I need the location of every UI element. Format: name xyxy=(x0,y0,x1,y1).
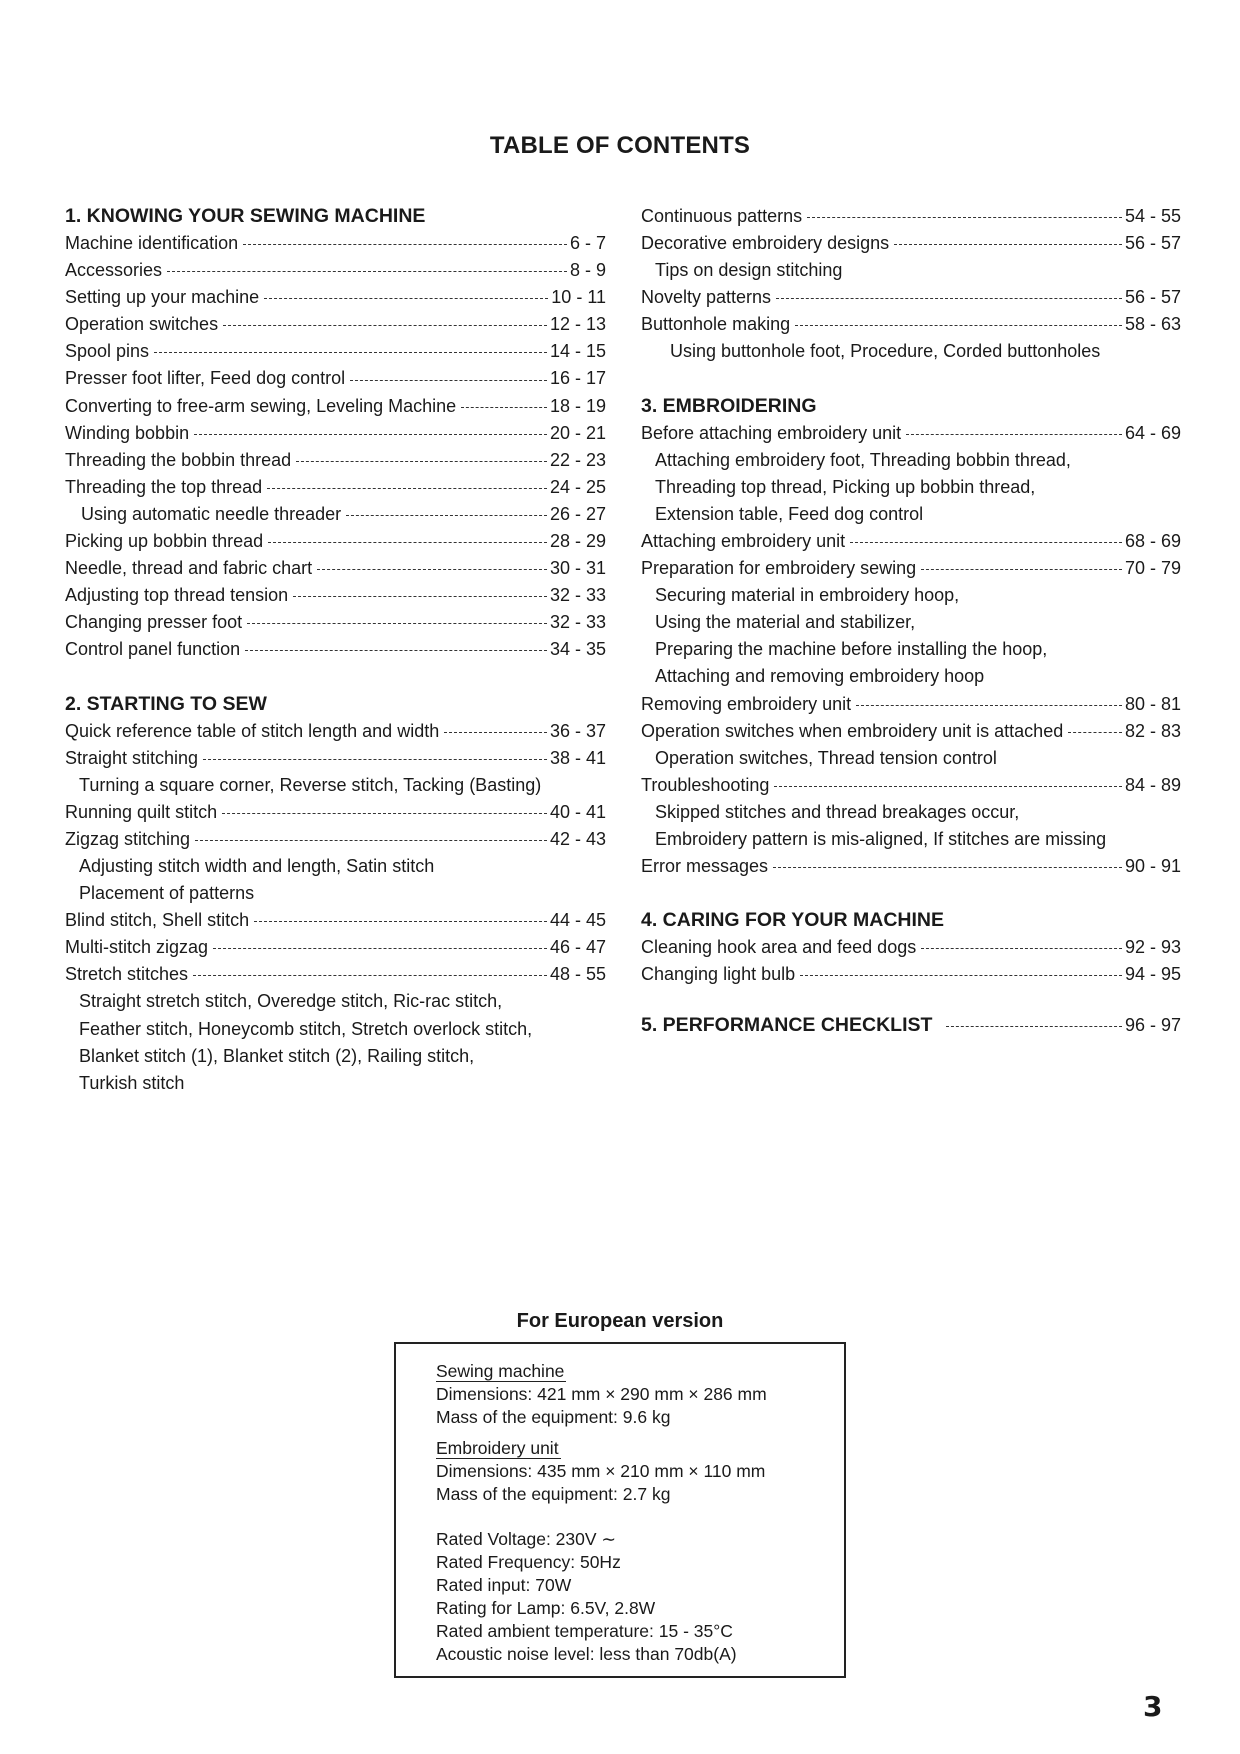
toc-subentry: Turkish stitch xyxy=(79,1072,185,1093)
toc-section-1 xyxy=(65,203,606,664)
toc-entry[interactable]: Converting to free-arm sewing, Leveling Machine 18 - 19 xyxy=(65,395,606,416)
embroidery-unit-dimensions: Dimensions: 435 mm × 210 mm × 110 mm xyxy=(436,1461,766,1481)
toc-subentry: Turning a square corner, Reverse stitch, Tacking (Basting) xyxy=(79,774,542,795)
toc-section-2 xyxy=(65,691,606,1097)
rated-input: Rated input: 70W xyxy=(436,1575,572,1595)
toc-entry[interactable]: Removing embroidery unit 80 - 81 xyxy=(641,693,1181,714)
toc-entry[interactable]: Quick reference table of stitch length and width 36 - 37 xyxy=(65,720,606,741)
toc-left-column xyxy=(65,203,606,1097)
toc-subentry: Operation switches, Thread tension control xyxy=(655,747,997,768)
european-spec-box xyxy=(394,1342,846,1678)
toc-subentry: Using buttonhole foot, Procedure, Corded buttonholes xyxy=(670,341,1101,362)
sewing-machine-label: Sewing machine xyxy=(436,1361,565,1381)
toc-subentry: Placement of patterns xyxy=(79,883,255,904)
sewing-machine-mass: Mass of the equipment: 9.6 kg xyxy=(436,1407,671,1427)
toc-entry[interactable]: Novelty patterns 56 - 57 xyxy=(641,287,1181,308)
toc-entry[interactable]: Straight stitching 38 - 41 xyxy=(65,747,606,768)
toc-entry[interactable]: Blind stitch, Shell stitch 44 - 45 xyxy=(65,910,606,931)
toc-entry[interactable]: Running quilt stitch 40 - 41 xyxy=(65,801,606,822)
toc-entry[interactable]: Operation switches 12 - 13 xyxy=(65,314,606,335)
toc-entry[interactable]: Multi-stitch zigzag 46 - 47 xyxy=(65,937,606,958)
ambient-temperature: Rated ambient temperature: 15 - 35°C xyxy=(436,1621,733,1641)
toc-subentry: Embroidery pattern is mis-aligned, If stitches are missing xyxy=(655,828,1107,849)
section-heading: 2. STARTING TO SEW xyxy=(65,692,267,715)
toc-entry[interactable]: Threading the top thread 24 - 25 xyxy=(65,476,606,497)
toc-entry[interactable]: Using automatic needle threader 26 - 27 xyxy=(81,503,606,524)
toc-subentry: Attaching and removing embroidery hoop xyxy=(655,666,985,687)
toc-entry[interactable]: Operation switches when embroidery unit is attached 82 - 83 xyxy=(641,720,1181,741)
european-version-title: For European version xyxy=(516,1310,724,1332)
toc-entry[interactable]: Cleaning hook area and feed dogs 92 - 93 xyxy=(641,937,1181,958)
toc-subentry: Tips on design stitching xyxy=(655,260,843,281)
sewing-machine-dimensions: Dimensions: 421 mm × 290 mm × 286 mm xyxy=(436,1384,767,1404)
toc-entry[interactable]: Stretch stitches 48 - 55 xyxy=(65,964,606,985)
toc-entry[interactable]: Buttonhole making 58 - 63 xyxy=(641,314,1181,335)
toc-entry[interactable]: Troubleshooting 84 - 89 xyxy=(641,774,1181,795)
noise-level: Acoustic noise level: less than 70db(A) xyxy=(436,1644,737,1664)
toc-right-column xyxy=(641,203,1181,1039)
toc-subentry: Preparing the machine before installing the hoop, xyxy=(655,639,1048,660)
toc-entry[interactable]: Presser foot lifter, Feed dog control 16 - 17 xyxy=(65,368,606,389)
toc-entry[interactable]: Adjusting top thread tension 32 - 33 xyxy=(65,585,606,606)
toc-entry[interactable]: Control panel function 34 - 35 xyxy=(65,639,606,660)
toc-entry[interactable]: Machine identification 6 - 7 xyxy=(65,233,606,253)
section-heading[interactable]: 5. PERFORMANCE CHECKLIST 96 - 97 xyxy=(641,1014,1181,1037)
lamp-rating: Rating for Lamp: 6.5V, 2.8W xyxy=(436,1598,656,1618)
rated-voltage: Rated Voltage: 230V ∼ xyxy=(436,1529,617,1549)
toc-entry[interactable]: Attaching embroidery unit 68 - 69 xyxy=(641,530,1181,551)
embroidery-unit-label: Embroidery unit xyxy=(436,1438,559,1458)
toc-entry[interactable]: Decorative embroidery designs 56 - 57 xyxy=(641,233,1181,254)
toc-entry[interactable]: Accessories 8 - 9 xyxy=(65,260,606,281)
toc-entry[interactable]: Continuous patterns 54 - 55 xyxy=(641,206,1181,226)
section-heading: 1. KNOWING YOUR SEWING MACHINE xyxy=(65,205,426,227)
toc-subentry: Blanket stitch (1), Blanket stitch (2), Railing stitch, xyxy=(79,1045,475,1066)
toc-entry[interactable]: Picking up bobbin thread 28 - 29 xyxy=(65,531,606,552)
section-heading: 3. EMBROIDERING xyxy=(641,394,817,417)
toc-entry[interactable]: Needle, thread and fabric chart 30 - 31 xyxy=(65,558,606,579)
toc-subentry: Extension table, Feed dog control xyxy=(655,503,924,524)
toc-entry[interactable]: Setting up your machine 10 - 11 xyxy=(65,287,606,308)
toc-entry[interactable]: Zigzag stitching 42 - 43 xyxy=(65,828,606,849)
toc-entry[interactable]: Error messages 90 - 91 xyxy=(641,856,1181,877)
toc-section-2-continued xyxy=(641,203,1181,366)
toc-subentry: Feather stitch, Honeycomb stitch, Stretch overlock stitch, xyxy=(79,1018,533,1039)
toc-entry[interactable]: Before attaching embroidery unit 64 - 69 xyxy=(641,422,1181,443)
toc-subentry: Straight stretch stitch, Overedge stitch, Ric-rac stitch, xyxy=(79,991,503,1012)
toc-section-5[interactable] xyxy=(641,1012,1181,1039)
toc-entry[interactable]: Changing presser foot 32 - 33 xyxy=(65,612,606,633)
toc-subentry: Adjusting stitch width and length, Satin stitch xyxy=(79,855,435,876)
toc-entry[interactable]: Spool pins 14 - 15 xyxy=(65,341,606,362)
toc-entry[interactable]: Preparation for embroidery sewing 70 - 79 xyxy=(641,558,1181,579)
embroidery-unit-mass: Mass of the equipment: 2.7 kg xyxy=(436,1484,671,1504)
toc-subentry: Threading top thread, Picking up bobbin thread, xyxy=(655,476,1036,497)
page-number: 3 xyxy=(1143,1690,1163,1723)
toc-subentry: Using the material and stabilizer, xyxy=(655,612,916,633)
page-title: TABLE OF CONTENTS xyxy=(489,132,751,159)
toc-section-3 xyxy=(641,393,1181,881)
toc-entry[interactable]: Winding bobbin 20 - 21 xyxy=(65,422,606,443)
toc-subentry: Skipped stitches and thread breakages occur, xyxy=(655,801,1020,822)
toc-section-4 xyxy=(641,907,1181,988)
rated-frequency: Rated Frequency: 50Hz xyxy=(436,1552,621,1572)
toc-subentry: Attaching embroidery foot, Threading bobbin thread, xyxy=(655,449,1071,470)
toc-subentry: Securing material in embroidery hoop, xyxy=(655,585,960,606)
toc-entry[interactable]: Changing light bulb 94 - 95 xyxy=(641,964,1181,985)
toc-entry[interactable]: Threading the bobbin thread 22 - 23 xyxy=(65,449,606,470)
section-heading: 4. CARING FOR YOUR MACHINE xyxy=(641,909,944,932)
